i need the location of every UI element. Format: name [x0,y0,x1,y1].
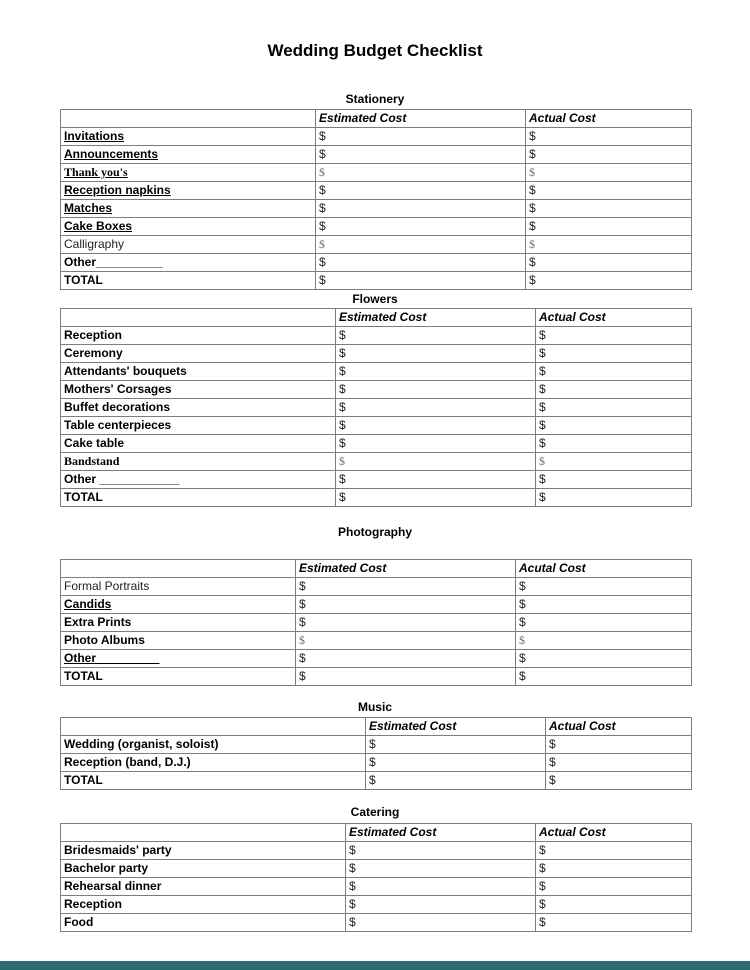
section-heading-photography: Photography [338,525,412,539]
row-label: Bridesmaids' party [61,842,346,860]
table-row [61,435,692,453]
row-label: Table centerpieces [61,417,336,435]
table-row [61,596,692,614]
estimated-cost-cell: $ [296,596,516,614]
header-row [61,560,692,578]
table-row [61,914,692,932]
row-label: Attendants' bouquets [61,363,336,381]
table-row [61,471,692,489]
table-row [61,736,692,754]
table-row [61,842,692,860]
estimated-cost-header: Estimated Cost [346,824,536,842]
actual-cost-cell: $ [536,842,692,860]
section-heading-catering: Catering [350,805,400,819]
actual-cost-cell: $ [536,878,692,896]
actual-cost-cell: $ [536,489,692,507]
actual-cost-cell: $ [526,218,692,236]
table-row [61,128,692,146]
actual-cost-cell: $ [526,236,692,254]
table-row [61,236,692,254]
estimated-cost-cell: $ [316,200,526,218]
table-row [61,381,692,399]
table-row [61,345,692,363]
actual-cost-cell: $ [516,632,692,650]
estimated-cost-header: Estimated Cost [296,560,516,578]
actual-cost-cell: $ [516,596,692,614]
actual-cost-cell: $ [526,164,692,182]
table-row [61,272,692,290]
table-row [61,254,692,272]
actual-cost-cell: $ [536,345,692,363]
actual-cost-cell: $ [536,896,692,914]
estimated-cost-cell: $ [316,218,526,236]
row-label: Cake Boxes [61,218,316,236]
table-photography [60,559,692,686]
table-flowers [60,308,692,507]
actual-cost-cell: $ [526,128,692,146]
row-label: Calligraphy [61,236,316,254]
estimated-cost-cell: $ [316,236,526,254]
row-label: Other ____________ [61,471,336,489]
row-label: Other__________ [61,254,316,272]
row-label: Rehearsal dinner [61,878,346,896]
table-catering [60,823,692,932]
actual-cost-header: Acutal Cost [516,560,692,578]
estimated-cost-cell: $ [336,327,536,345]
row-label: Food [61,914,346,932]
header-row [61,824,692,842]
actual-cost-cell: $ [526,182,692,200]
actual-cost-cell: $ [516,650,692,668]
row-label: Buffet decorations [61,399,336,417]
row-label: Reception (band, D.J.) [61,754,366,772]
estimated-cost-header: Estimated Cost [316,110,526,128]
sections-container [0,92,750,932]
row-label: Bandstand [61,453,336,471]
row-label: Bachelor party [61,860,346,878]
table-row [61,417,692,435]
actual-cost-cell: $ [546,772,692,790]
estimated-cost-cell: $ [316,128,526,146]
row-label: Formal Portraits [61,578,296,596]
table-row [61,489,692,507]
estimated-cost-cell: $ [336,489,536,507]
row-label: Extra Prints [61,614,296,632]
estimated-cost-cell: $ [346,914,536,932]
row-label: Invitations [61,128,316,146]
estimated-cost-cell: $ [346,842,536,860]
estimated-cost-cell: $ [336,453,536,471]
table-row [61,399,692,417]
estimated-cost-header: Estimated Cost [366,718,546,736]
estimated-cost-cell: $ [366,736,546,754]
estimated-cost-cell: $ [336,381,536,399]
table-row [61,200,692,218]
section-heading-music: Music [357,700,392,714]
actual-cost-cell: $ [536,435,692,453]
estimated-cost-cell: $ [336,399,536,417]
estimated-cost-header: Estimated Cost [336,309,536,327]
estimated-cost-cell: $ [366,754,546,772]
actual-cost-cell: $ [536,453,692,471]
estimated-cost-cell: $ [316,146,526,164]
table-row [61,164,692,182]
table-row [61,614,692,632]
actual-cost-cell: $ [526,146,692,164]
table-row [61,772,692,790]
actual-cost-cell: $ [536,399,692,417]
table-row [61,668,692,686]
actual-cost-header: Actual Cost [546,718,692,736]
estimated-cost-cell: $ [336,471,536,489]
actual-cost-cell: $ [526,254,692,272]
section-heading-stationery: Stationery [345,92,405,106]
header-row [61,110,692,128]
row-label: Photo Albums [61,632,296,650]
actual-cost-cell: $ [526,272,692,290]
estimated-cost-cell: $ [316,164,526,182]
row-label: Candids [61,596,296,614]
actual-cost-cell: $ [516,578,692,596]
row-label: Matches [61,200,316,218]
row-label: Thank you's [61,164,316,182]
table-row [61,146,692,164]
estimated-cost-cell: $ [346,878,536,896]
estimated-cost-cell: $ [316,254,526,272]
blank-header-cell [61,309,336,327]
bottom-bar [0,961,750,970]
row-label: Cake table [61,435,336,453]
actual-cost-cell: $ [546,736,692,754]
row-label: TOTAL [61,772,366,790]
row-label: Ceremony [61,345,336,363]
estimated-cost-cell: $ [346,896,536,914]
section-heading-flowers: Flowers [352,292,398,306]
table-row [61,754,692,772]
page-title: Wedding Budget Checklist [267,41,483,60]
table-row [61,578,692,596]
actual-cost-cell: $ [536,417,692,435]
actual-cost-cell: $ [516,614,692,632]
row-label: Other _________ [61,650,296,668]
actual-cost-cell: $ [536,327,692,345]
row-label: Wedding (organist, soloist) [61,736,366,754]
row-label: Reception [61,896,346,914]
estimated-cost-cell: $ [336,417,536,435]
actual-cost-header: Actual Cost [526,110,692,128]
row-label: TOTAL [61,272,316,290]
estimated-cost-cell: $ [336,345,536,363]
table-row [61,182,692,200]
table-row [61,363,692,381]
blank-header-cell [61,718,366,736]
actual-cost-cell: $ [516,668,692,686]
actual-cost-cell: $ [536,381,692,399]
actual-cost-cell: $ [526,200,692,218]
row-label: TOTAL [61,489,336,507]
estimated-cost-cell: $ [296,650,516,668]
actual-cost-header: Actual Cost [536,309,692,327]
header-row [61,309,692,327]
row-label: Reception napkins [61,182,316,200]
estimated-cost-cell: $ [296,632,516,650]
table-row [61,650,692,668]
blank-header-cell [61,560,296,578]
actual-cost-header: Actual Cost [536,824,692,842]
actual-cost-cell: $ [536,363,692,381]
actual-cost-cell: $ [536,914,692,932]
table-stationery [60,109,692,290]
actual-cost-cell: $ [536,860,692,878]
estimated-cost-cell: $ [366,772,546,790]
estimated-cost-cell: $ [296,578,516,596]
row-label: Mothers' Corsages [61,381,336,399]
table-music [60,717,692,790]
blank-header-cell [61,110,316,128]
actual-cost-cell: $ [536,471,692,489]
estimated-cost-cell: $ [316,182,526,200]
row-label: Announcements [61,146,316,164]
blank-header-cell [61,824,346,842]
estimated-cost-cell: $ [316,272,526,290]
table-row [61,896,692,914]
actual-cost-cell: $ [546,754,692,772]
estimated-cost-cell: $ [296,614,516,632]
estimated-cost-cell: $ [336,363,536,381]
table-row [61,878,692,896]
table-row [61,632,692,650]
estimated-cost-cell: $ [336,435,536,453]
table-row [61,218,692,236]
row-label: TOTAL [61,668,296,686]
table-row [61,327,692,345]
estimated-cost-cell: $ [296,668,516,686]
estimated-cost-cell: $ [346,860,536,878]
table-row [61,860,692,878]
header-row [61,718,692,736]
row-label: Reception [61,327,336,345]
table-row [61,453,692,471]
